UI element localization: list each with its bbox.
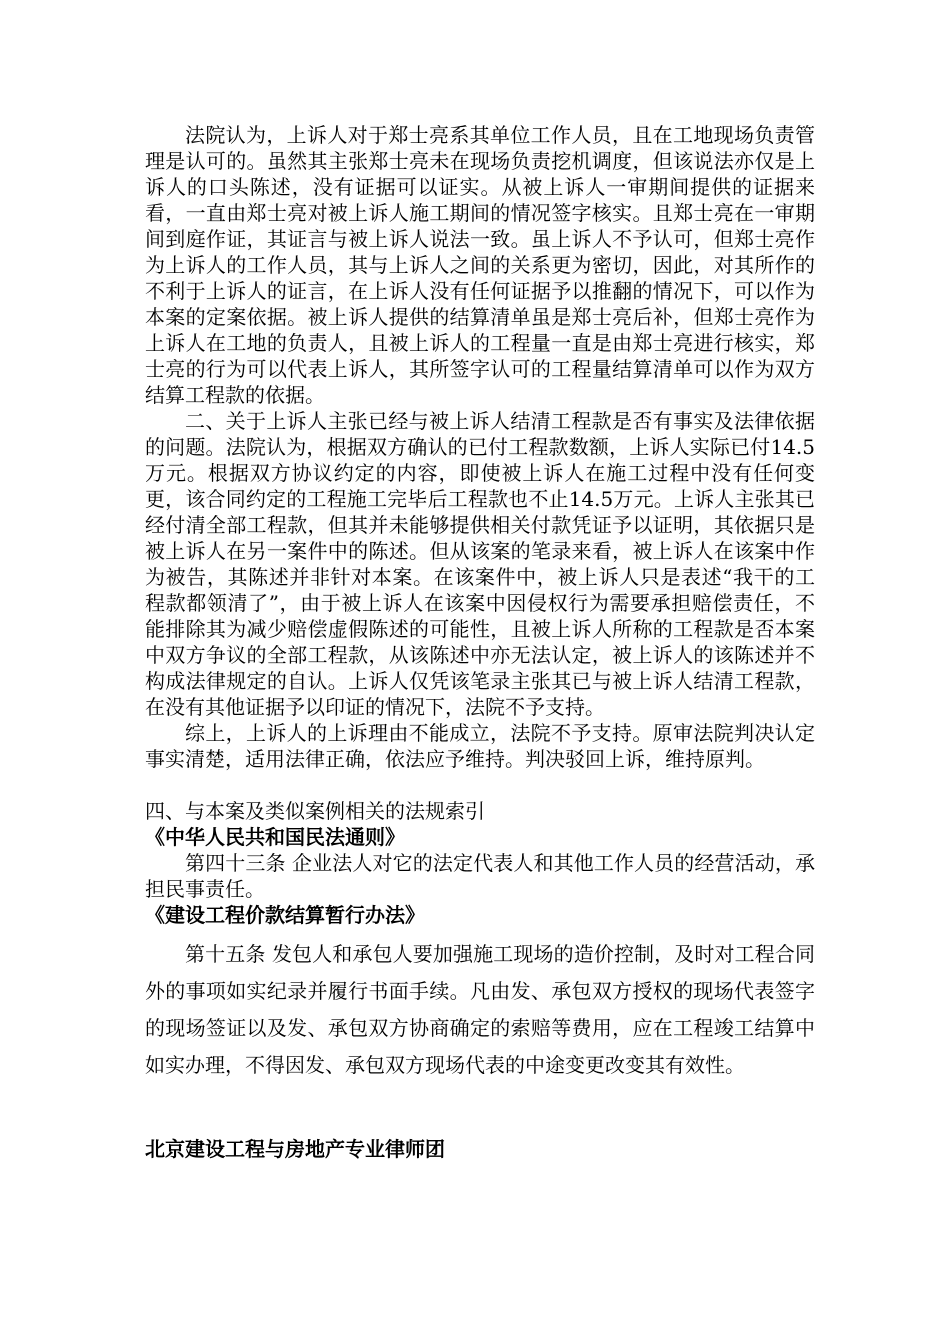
paragraph-court-opinion: 法院认为，上诉人对于郑士亮系其单位工作人员，且在工地现场负责管理是认可的。虽然其主张郑士亮未在现场负责挖机调度，但该说法亦仅是上诉人的口头陈述，没有证据可以证实。从被上诉人一审期间提供的证据来看，一直由郑士亮对被上诉人施工期间的情况签字核实。且郑士亮在一审期间到庭作证，其证言与被上诉人说法一致。虽上诉人不予认可，但郑士亮作为上诉人的工作人员，其与上诉人之间的关系更为密切，因此，对其所作的不利于上诉人的证言，在上诉人没有任何证据予以推翻的情况下，可以作为本案的定案依据。被上诉人提供的结算清单虽是郑士亮后补，但郑士亮作为上诉人在工地的负责人，且被上诉人的工程量一直是由郑士亮进行核实，郑士亮的行为可以代表上诉人，其所签字认可的工程量结算清单可以作为双方结算工程款的依据。 xyxy=(145,123,815,407)
law-text-article-43: 第四十三条 企业法人对它的法定代表人和其他工作人员的经营活动，承担民事责任。 xyxy=(145,851,815,901)
law-text-article-15: 第十五条 发包人和承包人要加强施工现场的造价控制，及时对工程合同外的事项如实纪录并履行书面手续。凡由发、承包双方授权的现场代表签字的现场签证以及发、承包双方协商确定的索赔等费用，应在工程竣工结算中如实办理，不得因发、承包双方现场代表的中途变更改变其有效性。 xyxy=(145,942,815,1077)
paragraph-conclusion: 综上，上诉人的上诉理由不能成立，法院不予支持。原审法院判决认定事实清楚，适用法律正确，依法应予维持。判决驳回上诉，维持原判。 xyxy=(145,721,815,771)
footer-organization: 北京建设工程与房地产专业律师团 xyxy=(145,1137,445,1161)
law-title-civil-code: 《中华人民共和国民法通则》 xyxy=(145,825,405,849)
spacer xyxy=(145,1084,815,1110)
spacer xyxy=(145,772,815,798)
document-page xyxy=(145,122,815,1162)
spacer xyxy=(145,1110,815,1136)
law-title-settlement-measures: 《建设工程价款结算暂行办法》 xyxy=(145,903,425,927)
paragraph-settlement-issue: 二、关于上诉人主张已经与被上诉人结清工程款是否有事实及法律依据的问题。法院认为，根据双方确认的已付工程款数额，上诉人实际已付14.5万元。根据双方协议约定的内容，即使被上诉人在施工过程中没有任何变更，该合同约定的工程施工完毕后工程款也不止14.5万元。上诉人主张其已经付清全部工程款，但其并未能够提供相关付款凭证予以证明，其依据只是被上诉人在另一案件中的陈述。但从该案的笔录来看，被上诉人在该案中作为被告，其陈述并非针对本案。在该案件中，被上诉人只是表述“我干的工程款都领清了”，由于被上诉人在该案中因侵权行为需要承担赔偿责任，不能排除其为减少赔偿虚假陈述的可能性，且被上诉人所称的工程款是否本案中双方争议的全部工程款，从该陈述中亦无法认定，被上诉人的该陈述并不构成法律规定的自认。上诉人仅凭该笔录主张其已与被上诉人结清工程款，在没有其他证据予以印证的情况下，法院不予支持。 xyxy=(145,409,815,719)
section-heading: 四、与本案及类似案例相关的法规索引 xyxy=(145,799,485,823)
